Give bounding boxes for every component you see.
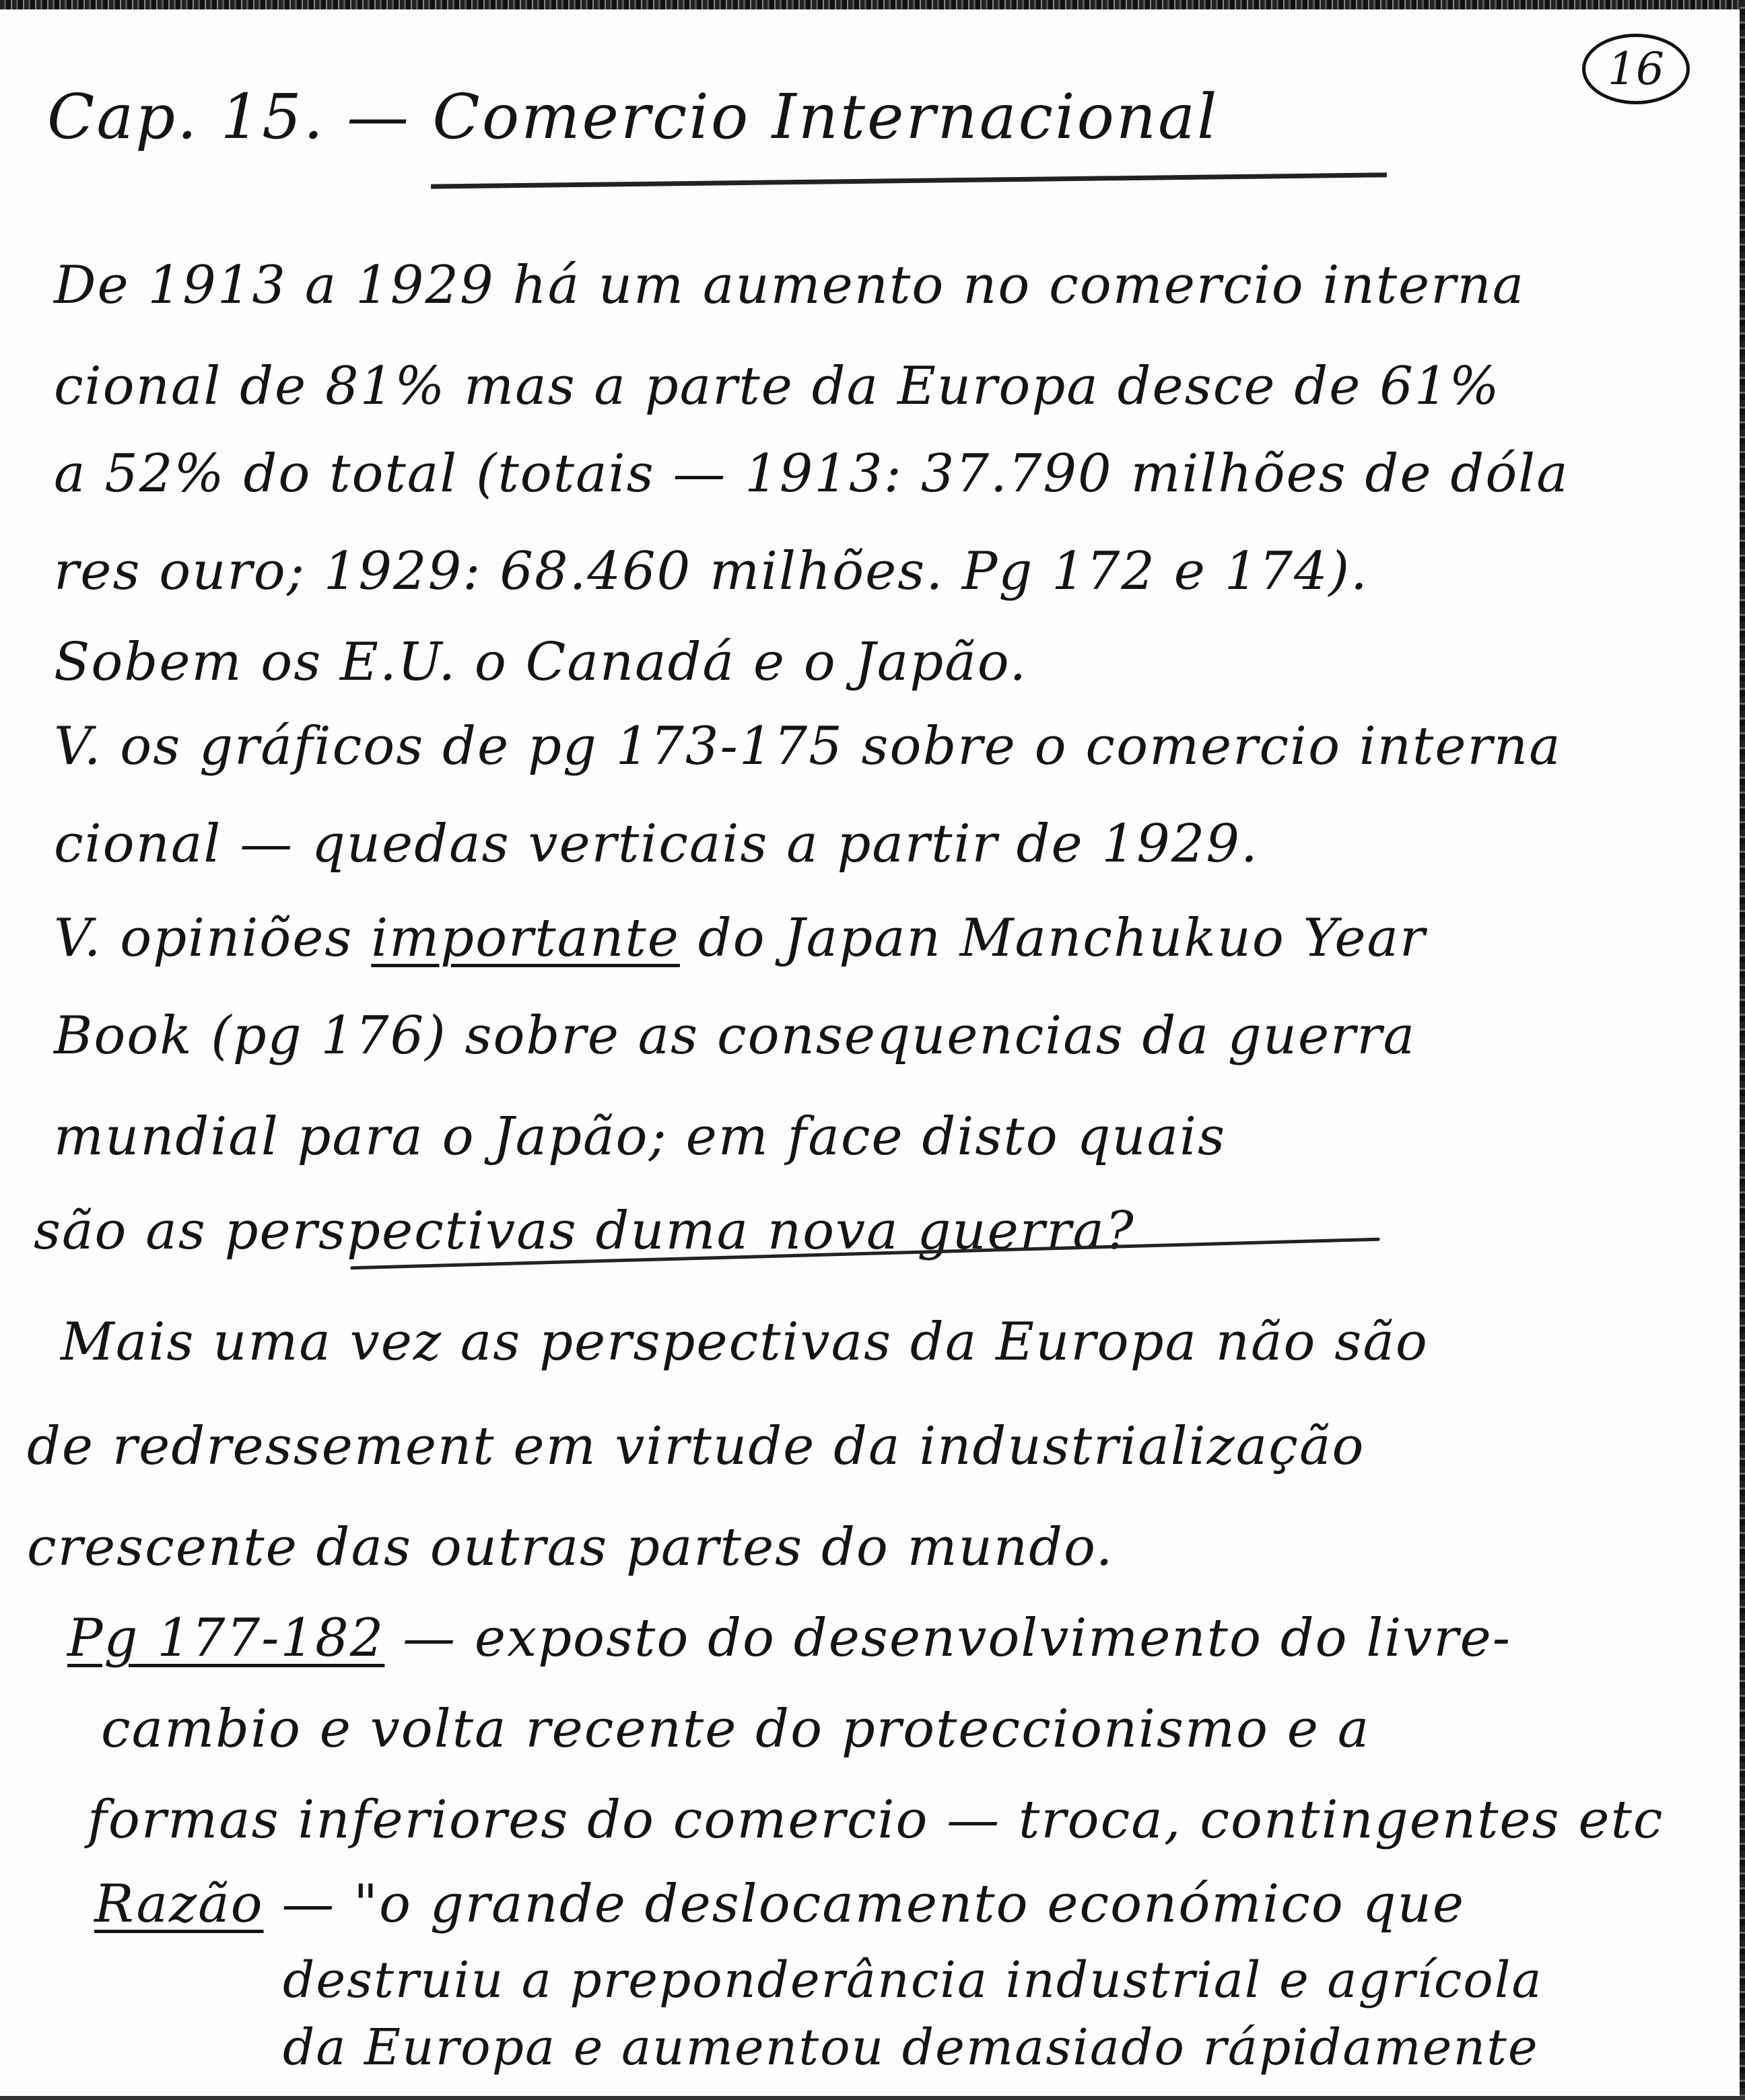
text-line-1: De 1913 a 1929 há um aumento no comercio interna [54,255,1526,316]
page-number: 16 [1582,34,1690,104]
text-line-17: formas inferiores do comercio — troca, contingentes etc [88,1790,1664,1850]
text-line-16: cambio e volta recente do proteccionismo e a [101,1699,1371,1759]
scan-edge-bottom [0,2096,1745,2100]
text-line-3: a 52% do total (totais — 1913: 37.790 milhões de dóla [54,444,1569,504]
scan-edge-top [0,0,1745,9]
text-line-8 [54,908,1427,969]
text-line-7: cional — quedas verticais a partir de 1929. [54,814,1259,874]
text-line-20: da Europa e aumentou demasiado rápidamente [283,2019,1539,2076]
underlined-word-importante: importante [371,908,680,969]
text-line-2: cional de 81% mas a parte da Europa desce de 61% [54,356,1501,417]
underlined-page-reference: Pg 177-182 [67,1608,385,1669]
text-line-14: crescente das outras partes do mundo. [27,1517,1114,1578]
scan-edge-right [1740,0,1745,2100]
text-line-18 [94,1874,1465,1934]
text-line-5: Sobem os E.U. o Canadá e o Japão. [54,632,1028,693]
text-line-15 [67,1608,1512,1669]
text-line-4: res ouro; 1929: 68.460 milhões. Pg 172 e 174). [54,541,1369,602]
text-line-12: Mais uma vez as perspectivas da Europa não são [61,1312,1429,1372]
text-line-8-suffix: do Japan Manchukuo Year [679,908,1427,969]
underlined-word-razao: Razão [94,1874,264,1934]
text-line-8-prefix: V. opiniões [54,908,372,969]
text-line-9: Book (pg 176) sobre as consequencias da guerra [54,1006,1416,1066]
text-line-13: de redressement em virtude da industrialização [27,1416,1365,1477]
text-line-11: são as perspectivas duma nova guerra? [34,1201,1135,1261]
heading-underline [431,172,1387,188]
text-line-6: V. os gráficos de pg 173-175 sobre o comercio interna [54,716,1562,777]
text-line-18-suffix: — "o grande deslocamento económico que [263,1874,1465,1934]
text-line-10: mundial para o Japão; em face disto quais [54,1107,1227,1167]
page-heading: Cap. 15. — Comercio Internacional [47,81,1219,153]
text-line-15-suffix: — exposto do desenvolvimento do livre- [384,1608,1512,1669]
text-line-19: destruiu a preponderância industrial e agrícola [283,1951,1543,2009]
